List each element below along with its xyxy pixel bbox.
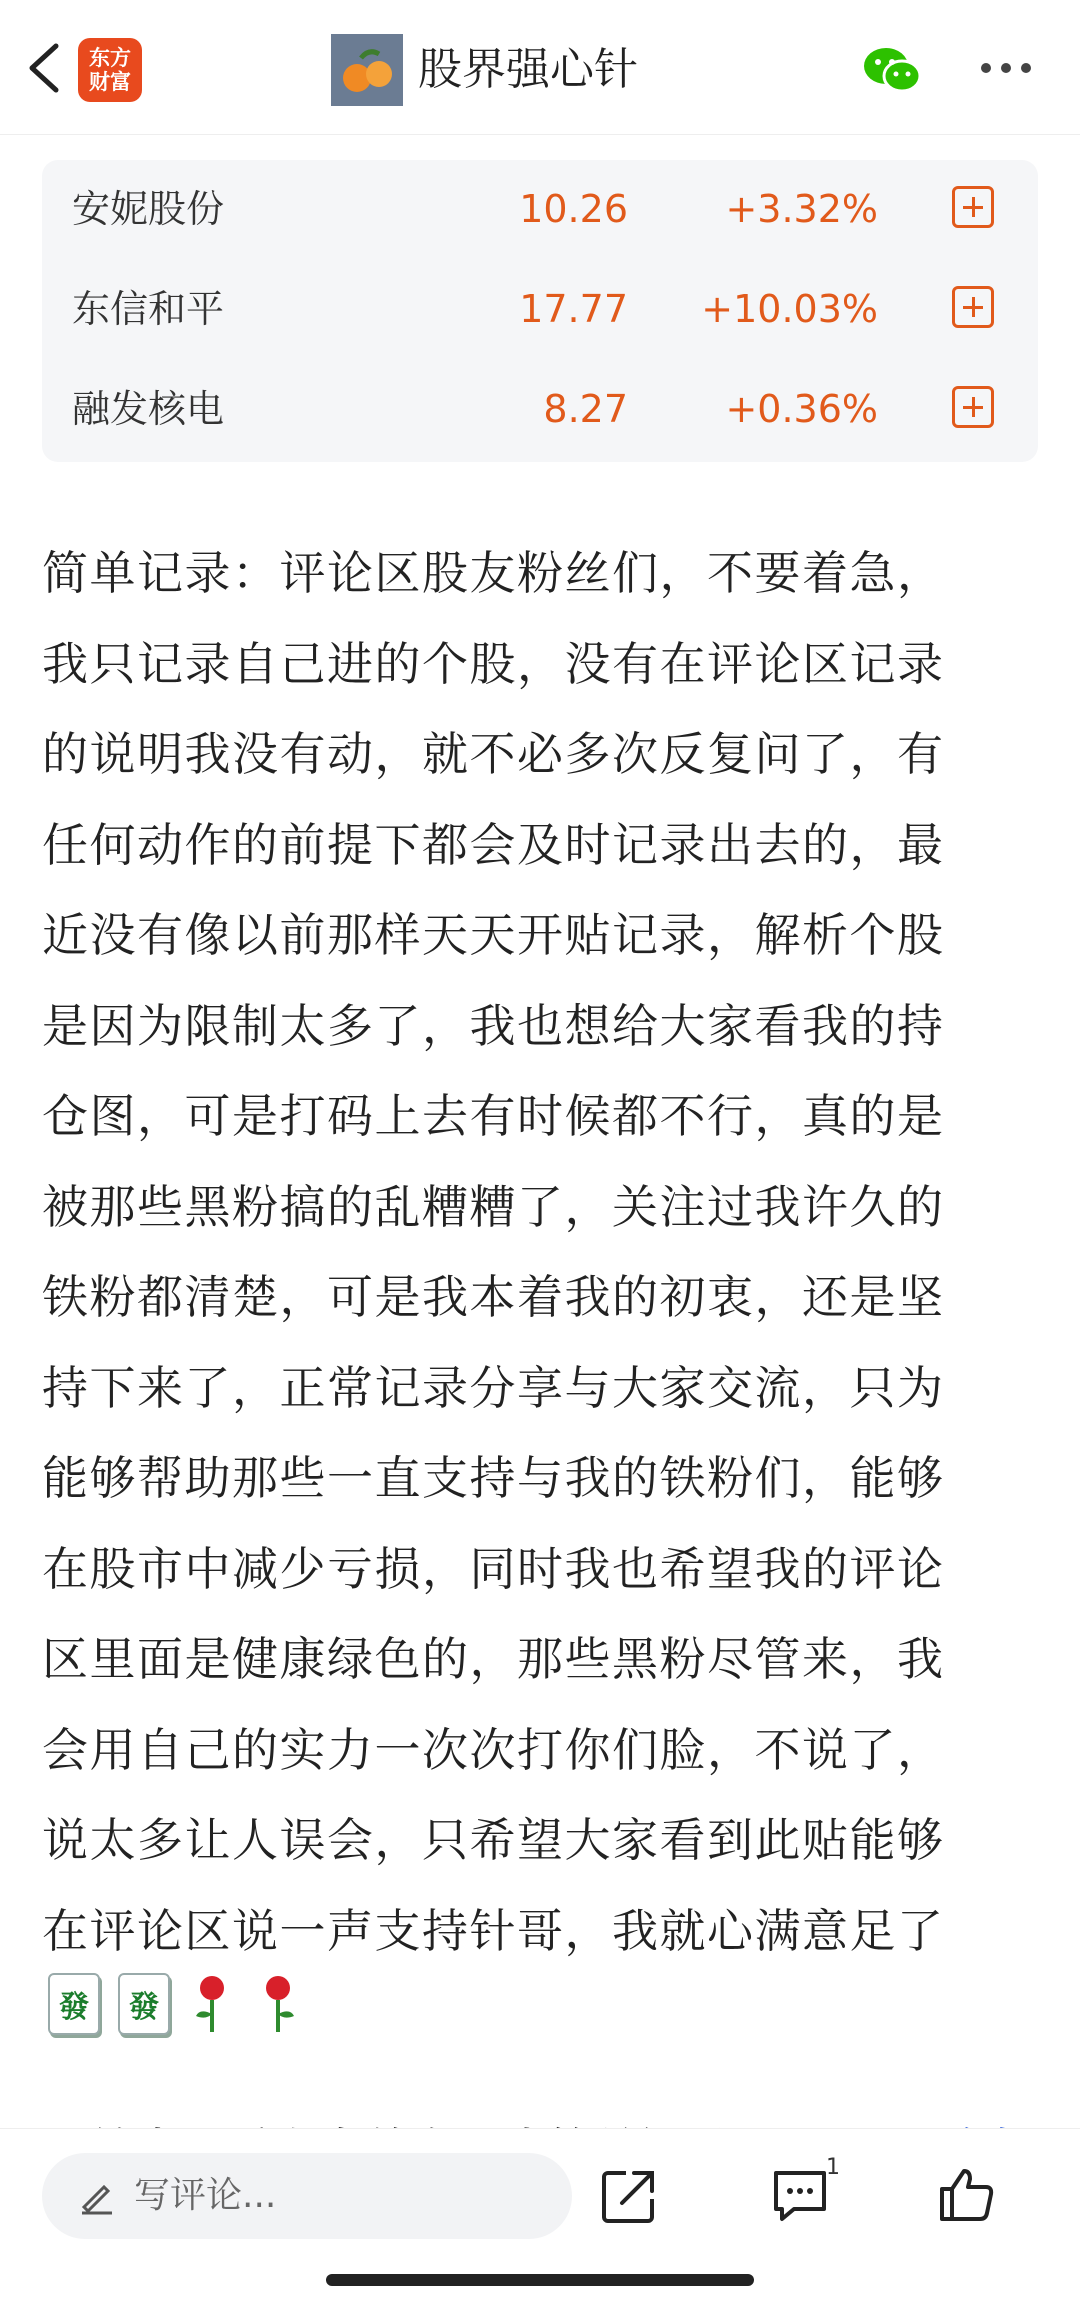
stock-row[interactable] [42,260,1038,360]
post-body [42,528,1038,1976]
post-line: 近没有像以前那样天天开贴记录，解析个股 [42,908,945,962]
logo-text-line2: 财富 [89,70,131,94]
post-line: 简单记录：评论区股友粉丝们，不要着急， [42,546,945,600]
thumbs-up-icon[interactable] [938,2165,996,2223]
post-line: 是因为限制太多了，我也想给大家看我的持 [42,998,945,1053]
stock-card [42,160,1038,462]
stock-price: 8.27 [543,387,628,431]
post-line: 我只记录自己进的个股，没有在评论区记录 [42,636,945,691]
comment-input[interactable] [42,2153,572,2239]
post-line: 任何动作的前提下都会及时记录出去的，最 [42,817,945,872]
top-navigation-bar [0,0,1080,135]
post-line: 会用自己的实力一次次打你们脸，不说了， [42,1722,945,1777]
wechat-share-icon[interactable] [862,44,922,96]
share-icon[interactable] [600,2167,658,2225]
add-watchlist-icon[interactable] [952,386,994,428]
comment-icon[interactable] [770,2167,830,2225]
mahjong-fa-icon: 發 [48,1973,100,2035]
stock-change: +3.32% [725,187,878,231]
stock-name: 融发核电 [72,387,225,431]
stock-row[interactable] [42,160,1038,260]
add-watchlist-icon[interactable] [952,286,994,328]
post-line: 在股市中减少亏损，同时我也希望我的评论 [42,1541,945,1596]
stock-name: 东信和平 [72,287,225,331]
more-options-icon[interactable] [978,60,1034,76]
post-line: 持下来了，正常记录分享与大家交流，只为 [42,1360,945,1415]
post-line: 铁粉都清楚，可是我本着我的初衷，还是坚 [42,1270,945,1324]
stock-change: +10.03% [701,287,878,331]
home-indicator [326,2274,754,2286]
eastmoney-logo[interactable] [78,38,142,102]
avatar-oranges-icon [331,34,403,106]
post-line: 被那些黑粉搞的乱糟糟了，关注过我许久的 [42,1179,945,1234]
back-arrow-icon[interactable] [22,40,70,96]
post-line: 能够帮助那些一直支持与我的铁粉们，能够 [42,1451,945,1505]
pen-icon [78,2177,116,2215]
emoji-row [48,1968,302,2040]
post-line: 仓图，可是打码上去有时候都不行，真的是 [42,1089,945,1143]
post-line: 的说明我没有动，就不必多次反复问了，有 [42,727,945,781]
add-watchlist-icon[interactable] [952,186,994,228]
post-line: 说太多让人误会，只希望大家看到此贴能够 [42,1813,945,1867]
stock-change: +0.36% [725,387,878,431]
rose-icon [188,1972,236,2036]
stock-row[interactable] [42,360,1038,460]
page-title: 股界强心针 [418,44,638,95]
stock-price: 17.77 [519,287,628,331]
post-line: 区里面是健康绿色的，那些黑粉尽管来，我 [42,1632,945,1686]
comment-count: 1 [826,2155,840,2180]
logo-text-line1: 东方 [89,46,131,70]
mahjong-fa-icon: 發 [118,1973,170,2035]
stock-price: 10.26 [519,187,628,231]
rose-icon [254,1972,302,2036]
comment-placeholder: 写评论... [134,2175,277,2216]
stock-name: 安妮股份 [72,187,225,231]
post-line: 在评论区说一声支持针哥，我就心满意足了 [42,1903,945,1958]
author-avatar[interactable] [331,34,403,106]
